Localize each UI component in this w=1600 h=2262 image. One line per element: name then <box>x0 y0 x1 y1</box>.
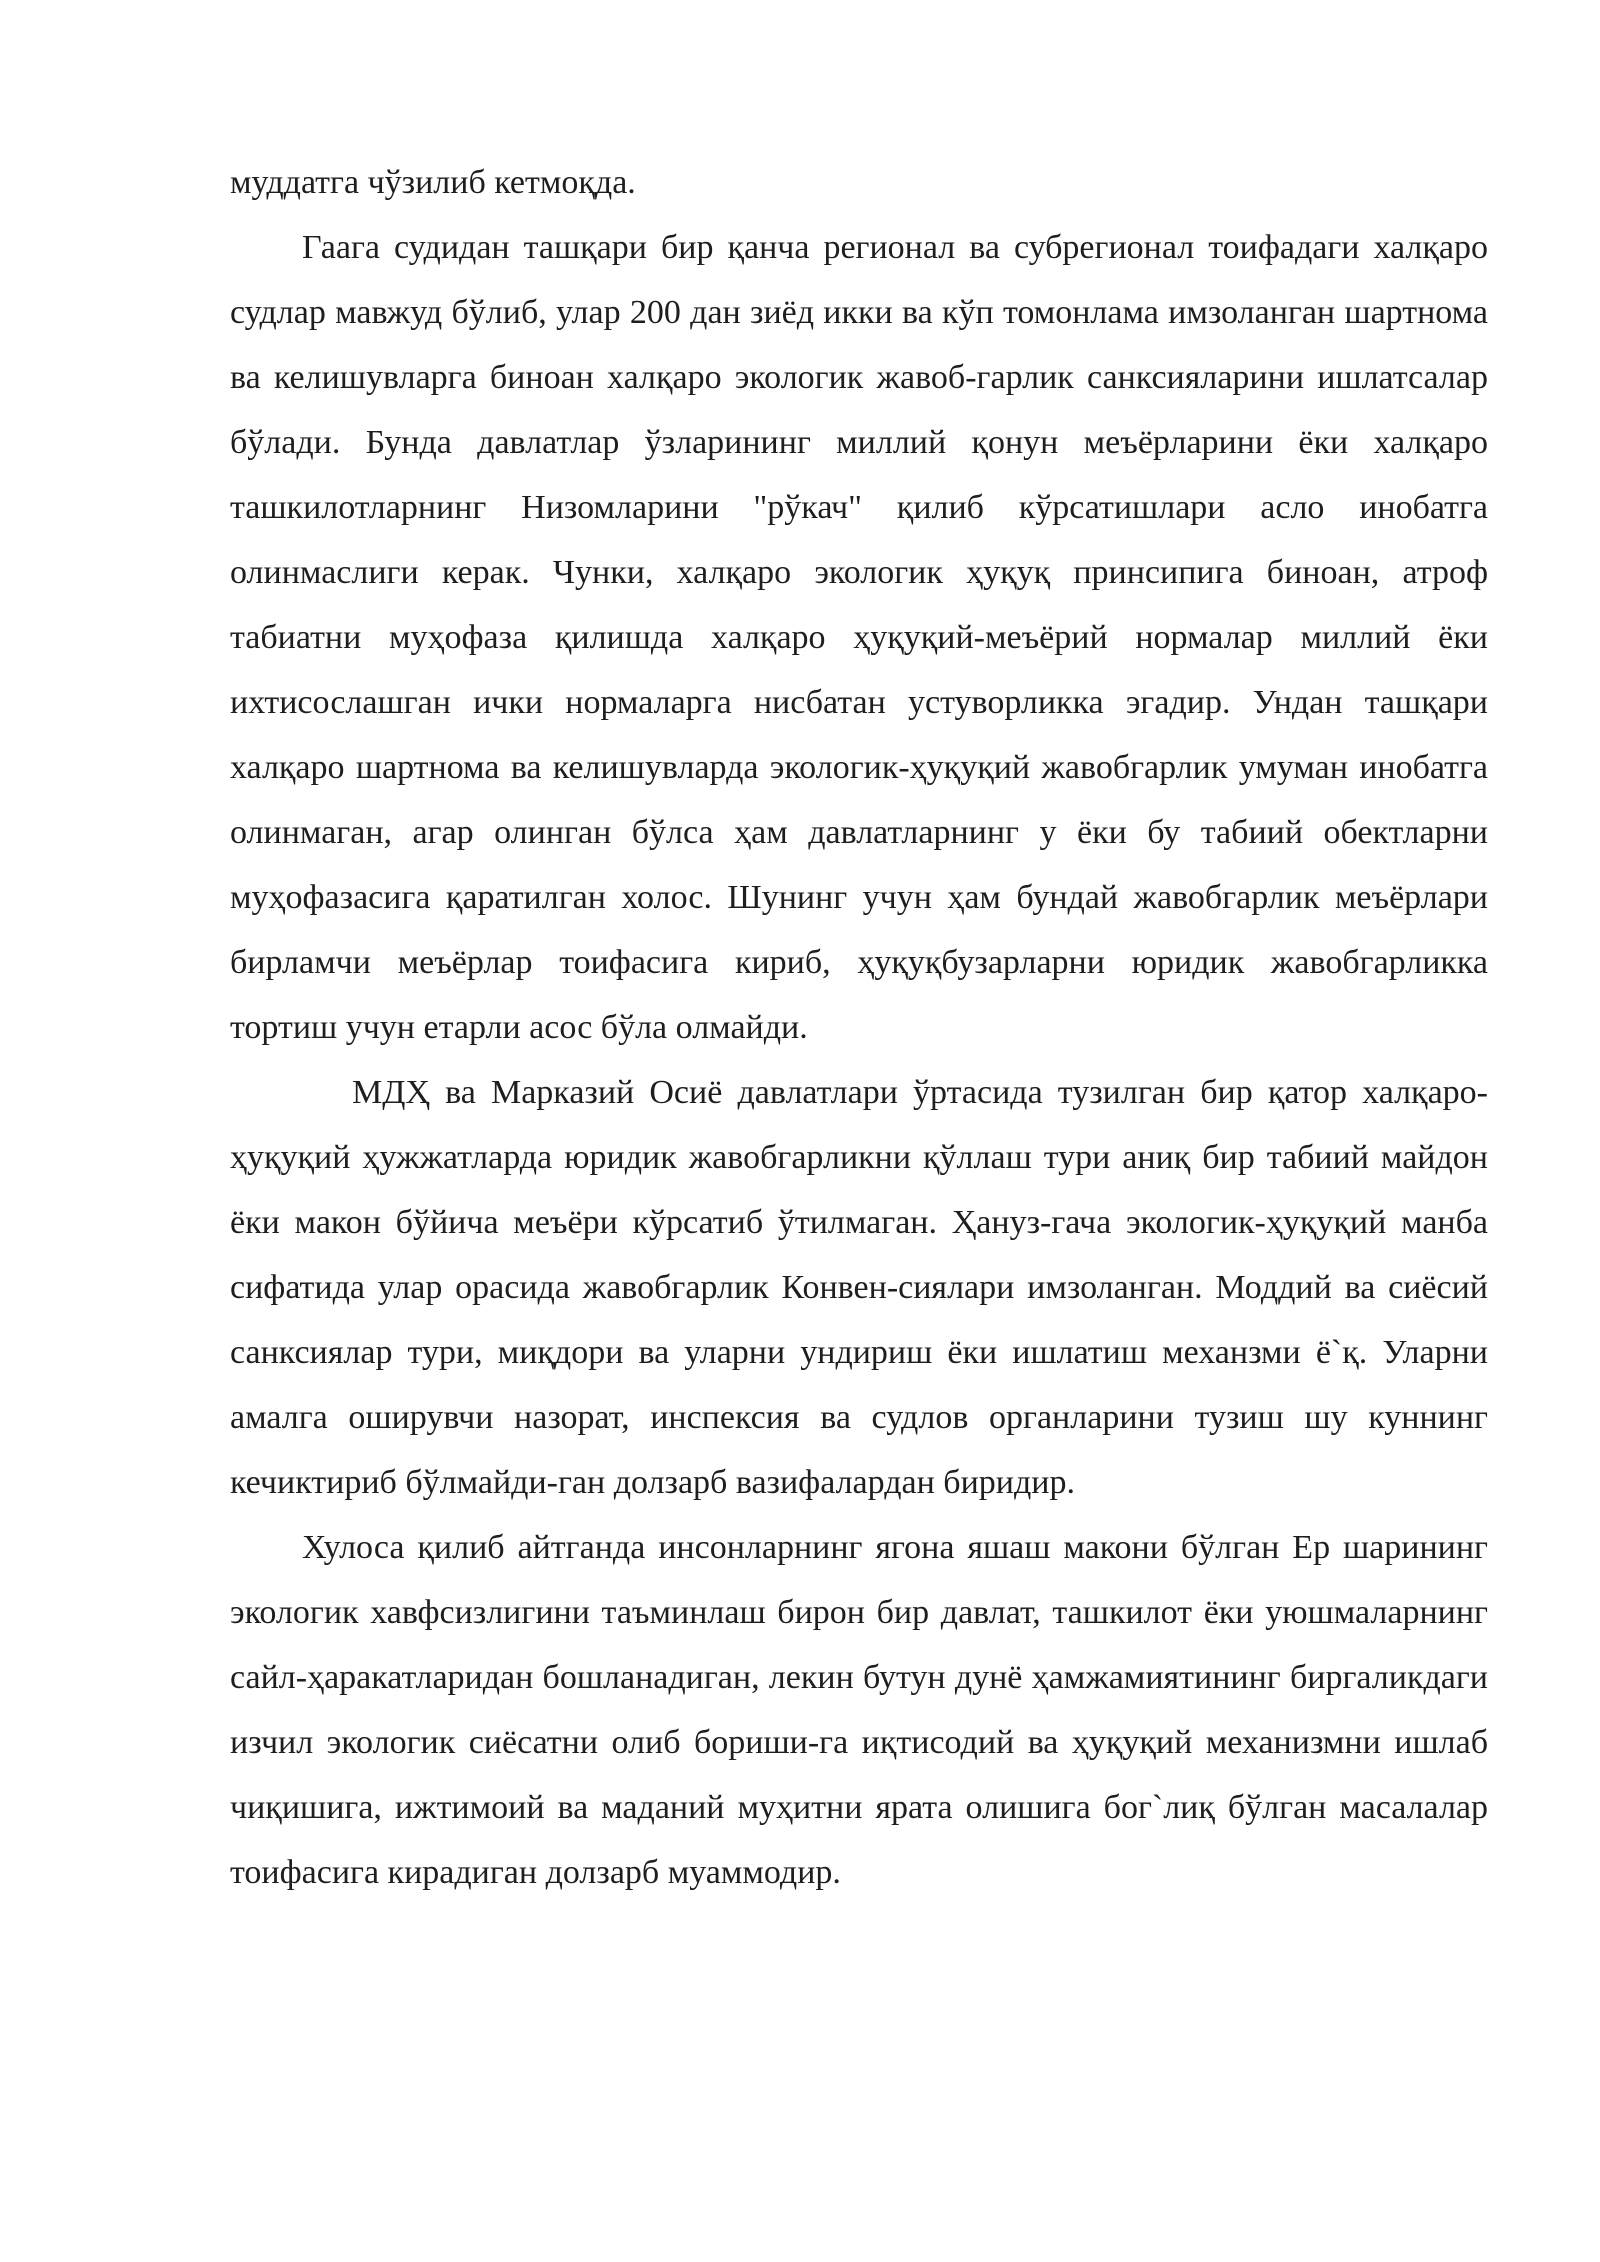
paragraph-international-courts: Гаага судидан ташқари бир қанча регионал ва субрегионал тоифадаги халқаро судлар мавжуд бўлиб, улар 200 дан зиёд икки ва кўп томонлама имзоланган шартнома ва келишувларга биноан халқаро экологик жавоб-гарлик санксияларини ишлатсалар бўлади. Бунда давлатлар ўзларининг миллий қонун меъёрларини ёки халқаро ташкилотларнинг Низомларини "рўкач" қилиб кўрсатишлари асло инобатга олинмаслиги керак. Чунки, халқаро экологик ҳуқуқ принсипига биноан, атроф табиатни муҳофаза қилишда халқаро ҳуқуқий-меъёрий нормалар миллий ёки ихтисослашган ички нормаларга нисбатан устуворликка эгадир. Ундан ташқари халқаро шартнома ва келишувларда экологик-ҳуқуқий жавобгарлик умуман инобатга олинмаган, агар олинган бўлса ҳам давлатларнинг у ёки бу табиий обектларни муҳофазасига қаратилган холос. Шунинг учун ҳам бундай жавобгарлик меъёрлари бирламчи меъёрлар тоифасига кириб, ҳуқуқбузарларни юридик жавобгарликка тортиш учун етарли асос бўла олмайди. <box>230 229 1488 1046</box>
paragraph-conclusion: Хулоса қилиб айтганда инсонларнинг ягона яшаш макони бўлган Ер шарининг экологик хавфсизлигини таъминлаш бирон бир давлат, ташкилот ёки уюшмаларнинг сайл-ҳаракатларидан бошланадиган, лекин бутун дунё ҳамжамиятининг биргаликдаги изчил экологик сиёсатни олиб бориши-га иқтисодий ва ҳуқуқий механизмни ишлаб чиқишига, ижтимоий ва маданий муҳитни ярата олишига бог`лиқ бўлган масалалар тоифасига кирадиган долзарб муаммодир. <box>230 1529 1488 1891</box>
paragraph-cis-central-asia: МДҲ ва Марказий Осиё давлатлари ўртасида тузилган бир қатор халқаро-ҳуқуқий ҳужжатларда юридик жавобгарликни қўллаш тури аниқ бир табиий майдон ёки макон бўйича меъёри кўрсатиб ўтилмаган. Ҳануз-гача экологик-ҳуқуқий манба сифатида улар орасида жавобгарлик Конвен-сиялари имзоланган. Моддий ва сиёсий санксиялар тури, миқдори ва уларни ундириш ёки ишлатиш механзми ё`қ. Уларни амалга оширувчи назорат, инспексия ва судлов органларини тузиш шу куннинг кечиктириб бўлмайди-ган долзарб вазифалардан биридир. <box>230 1074 1488 1501</box>
document-page <box>230 150 1488 1905</box>
paragraph-continuation: муддатга чўзилиб кетмоқда. <box>230 164 636 201</box>
